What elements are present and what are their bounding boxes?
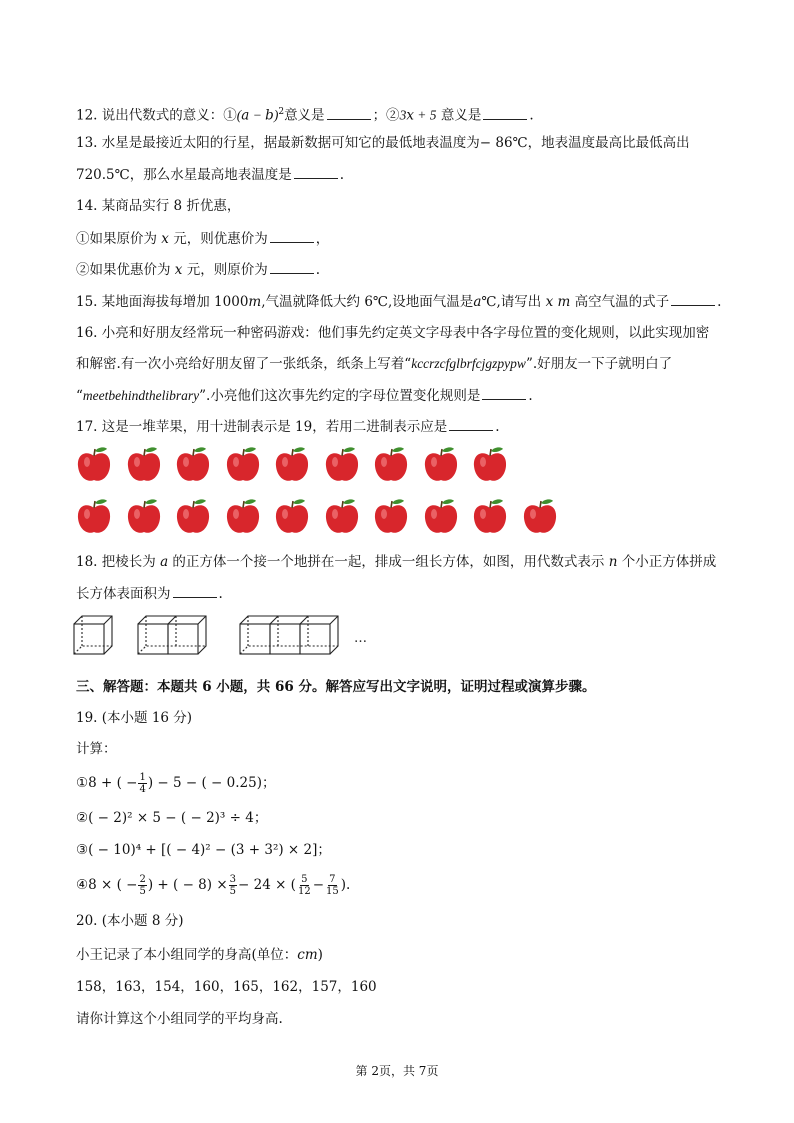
question-14-title: 14. 某商品实行 8 折优惠， [76, 198, 241, 214]
apple-icon [76, 446, 112, 484]
apple-icon [324, 446, 360, 484]
apple-icon [175, 446, 211, 484]
answer-blank [482, 385, 526, 400]
apple-icon [472, 446, 508, 484]
apple-icon [225, 498, 261, 536]
cube-group-3 [240, 616, 338, 654]
question-19-expr3: ③( − 10)⁴ + [( − 4)² − (3 + 3²) × 2]； [76, 842, 331, 858]
question-19-title: 19. (本小题 16 分) [76, 710, 193, 726]
cube-ellipsis: … [354, 631, 367, 646]
apple-icon [472, 498, 508, 536]
apple-icon [274, 498, 310, 536]
answer-blank [173, 583, 217, 598]
question-14-part2: ②如果优惠价为 𝑥 元，则原价为 . [76, 259, 320, 280]
answer-blank [671, 291, 715, 306]
apple-icon [175, 498, 211, 536]
question-16-line1: 16. 小亮和好朋友经常玩一种密码游戏：他们事先约定英文字母表中各字母位置的变化规则，以此实现加密 [76, 325, 710, 341]
question-19-expr4: ④8 × ( − $\frac{2}{5}$ ) + ( − 8) × $\frac{3}{5}$ − 24 × ( $\frac{5}{12}$ − $\frac{7}{15}$ ). [76, 874, 351, 897]
apple-icon [373, 446, 409, 484]
question-15: 15. 某地面海拔每增加 1000𝑚,气温就降低大约 6℃,设地面气温是𝑎℃,请写出 𝑥 𝑚 高空气温的式子 . [76, 291, 721, 312]
answer-blank [483, 105, 527, 120]
question-20-data: 158，163，154，160，165，162，157，160 [76, 979, 377, 995]
question-14-part1: ①如果原价为 𝑥 元，则优惠价为 ， [76, 228, 329, 249]
answer-blank [270, 259, 314, 274]
apple-icon [76, 498, 112, 536]
apple-icon [522, 498, 558, 536]
answer-blank [294, 164, 338, 179]
question-13-line1: 13. 水星是最接近太阳的行星，据最新数据可知它的最低地表温度为− 86℃，地表温度最高比最低高出 [76, 135, 690, 151]
question-19-intro: 计算： [76, 741, 117, 757]
section-3-heading: 三、解答题：本题共 6 小题，共 66 分。解答应写出文字说明，证明过程或演算步骤。 [76, 679, 596, 695]
question-20-title: 20. (本小题 8 分) [76, 913, 184, 929]
question-19-expr1: ①8 + ( − $\frac{1}{4}$ ) − 5 − ( − 0.25)； [76, 772, 276, 795]
question-13-line2: 720.5℃，那么水星最高地表温度是 . [76, 164, 344, 185]
question-18-line1: 18. 把棱长为 𝑎 的正方体一个接一个地拼在一起，排成一组长方体，如图，用代数式表示 𝑛 个小正方体拼成 [76, 554, 717, 570]
cube-group-1 [74, 616, 112, 654]
cube-rows-figure [72, 612, 372, 660]
question-16-line3: “meetbehindthelibrary”.小亮他们这次事先约定的字母位置变化规则是 . [76, 385, 533, 406]
answer-blank [270, 228, 314, 243]
apple-icon [274, 446, 310, 484]
apple-pile-figure [76, 444, 576, 544]
page-footer: 第 2页，共 7页 [355, 1064, 439, 1078]
question-20-ask: 请你计算这个小组同学的平均身高. [76, 1011, 283, 1027]
question-19-expr2: ②( − 2)² × 5 − ( − 2)³ ÷ 4； [76, 810, 268, 826]
question-16-line2: 和解密.有一次小亮给好朋友留了一张纸条，纸条上写着“kccrzcfglbrfcjgzpypw”.好朋友一下子就明白了 [76, 356, 673, 372]
apple-icon [225, 446, 261, 484]
apple-icon [423, 498, 459, 536]
cube-group-2 [138, 616, 206, 654]
answer-blank [449, 416, 493, 431]
answer-blank [327, 105, 371, 120]
question-20-line1: 小王记录了本小组同学的身高(单位：𝑐𝑚) [76, 947, 323, 963]
apple-icon [423, 446, 459, 484]
question-12: 12. 说出代数式的意义：①(𝑎 − 𝑏)$^2$意义是 ；②3𝑥 + 5 意义是 . [76, 102, 534, 126]
apple-icon [126, 446, 162, 484]
question-17: 17. 这是一堆苹果，用十进制表示是 19，若用二进制表示应是 . [76, 416, 500, 437]
apple-icon [126, 498, 162, 536]
apple-icon [373, 498, 409, 536]
question-18-line2: 长方体表面积为 . [76, 583, 223, 604]
apple-icon [324, 498, 360, 536]
